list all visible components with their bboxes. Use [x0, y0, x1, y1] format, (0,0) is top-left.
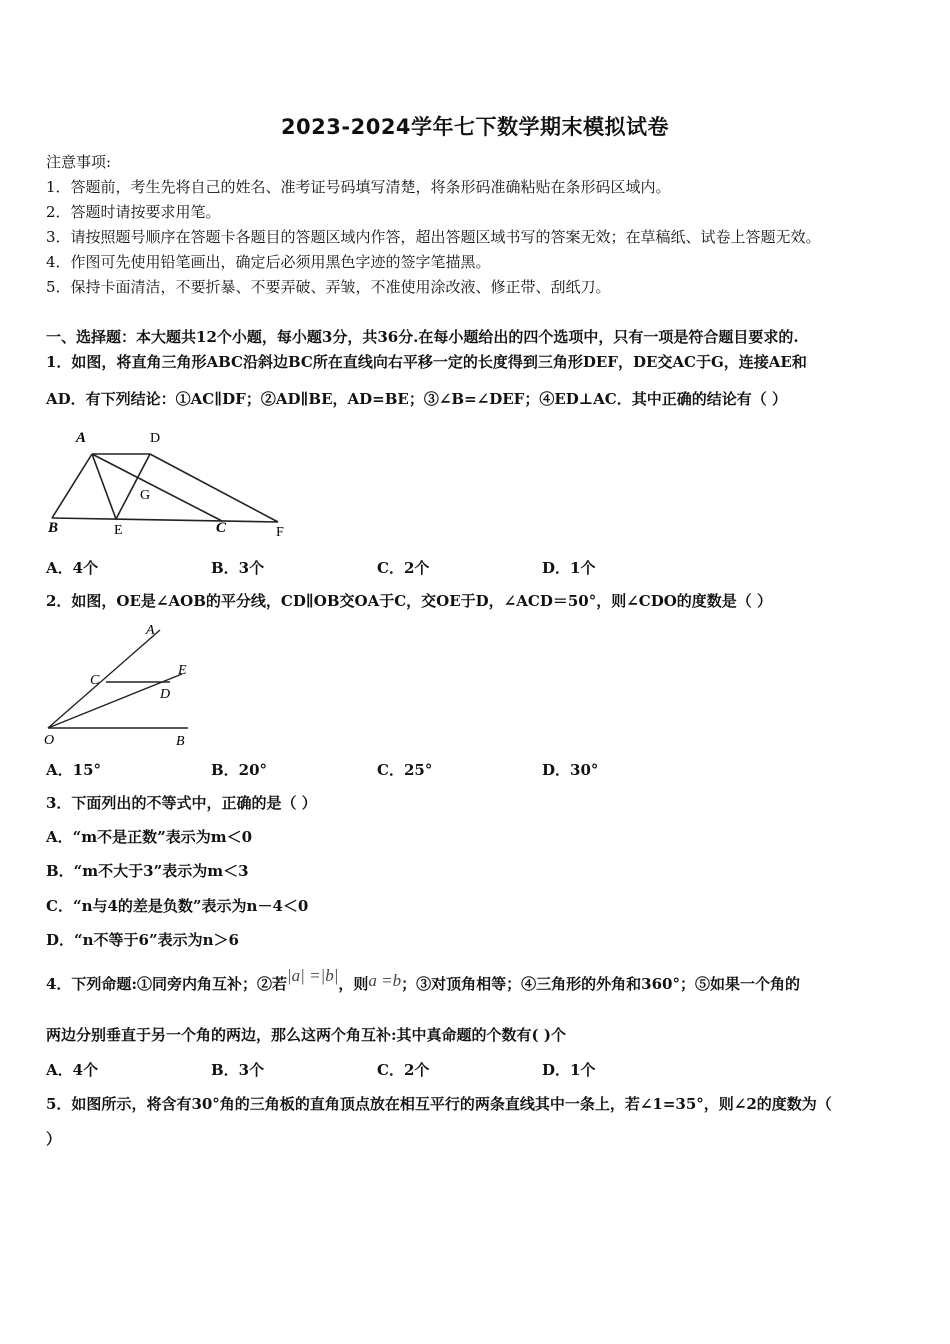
fig1-label-f: F [276, 525, 284, 540]
notice-item: 4．作图可先使用铅笔画出，确定后必须用黑色字迹的签字笔描黑。 [46, 253, 491, 271]
q1-option-d[interactable]: D．1个 [542, 559, 596, 577]
fig1-label-g: G [140, 488, 151, 503]
fig1-label-e: E [114, 523, 123, 538]
notice-item: 1．答题前，考生先将自己的姓名、准考证号码填写清楚，将条形码准确粘贴在条形码区域内。 [46, 178, 671, 196]
q1-stem-line2: AD．有下列结论：①AC∥DF；②AD∥BE，AD=BE；③∠B=∠DEF；④ED⊥AC．其中正确的结论有（ ） [46, 390, 787, 408]
q5-stem-line2: ） [46, 1130, 62, 1148]
q2-option-c[interactable]: C．25° [377, 761, 433, 779]
page-title: 2023-2024学年七下数学期末模拟试卷 [280, 115, 670, 139]
fig1-label-b: B [48, 520, 59, 536]
q4-stem-line2: 两边分别垂直于另一个角的两边，那么这两个角互补:其中真命题的个数有( )个 [46, 1026, 566, 1044]
fig2-label-o: O [44, 733, 55, 748]
fig2-label-d: D [160, 687, 171, 702]
q4-text: ；③对顶角相等；④三角形的外角和360°；⑤如果一个角的 [401, 975, 800, 993]
q4-text: ，则 [338, 975, 369, 993]
q2-stem: 2．如图，OE是∠AOB的平分线，CD∥OB交OA于C，交OE于D，∠ACD＝50°，则∠CDO的度数是（ ） [46, 592, 773, 610]
q4-stem-line1 [46, 966, 800, 999]
q3-stem: 3．下面列出的不等式中，正确的是（ ） [46, 794, 317, 812]
fig2-label-b: B [176, 734, 185, 749]
q2-option-d[interactable]: D．30° [542, 761, 599, 779]
section-heading: 一、选择题：本大题共12个小题，每小题3分，共36分.在每小题给出的四个选项中，只有一项是符合题目要求的. [46, 328, 799, 346]
q4-option-d[interactable]: D．1个 [542, 1061, 596, 1079]
q3-option-c[interactable]: C．“n与4的差是负数”表示为n－4＜0 [46, 897, 309, 915]
q4-option-a[interactable]: A．4个 [46, 1061, 99, 1079]
q1-figure [44, 424, 294, 544]
notice-item: 5．保持卡面清洁，不要折暴、不要弄破、弄皱，不准使用涂改液、修正带、刮纸刀。 [46, 278, 611, 296]
q3-option-b[interactable]: B．“m不大于3”表示为m＜3 [46, 862, 249, 880]
notice-heading: 注意事项: [46, 153, 112, 171]
fig1-label-a: A [76, 430, 87, 446]
q4-option-b[interactable]: B．3个 [211, 1061, 265, 1079]
q4-option-c[interactable]: C．2个 [377, 1061, 430, 1079]
fig2-label-c: C [90, 673, 100, 688]
fig2-label-e: E [178, 663, 187, 678]
q4-math-eq: a =b [368, 971, 402, 990]
fig2-label-a: A [146, 623, 155, 638]
q2-figure [42, 618, 202, 754]
q3-option-d[interactable]: D．“n不等于6”表示为n＞6 [46, 931, 239, 949]
q2-option-b[interactable]: B．20° [211, 761, 268, 779]
q1-stem-line1: 1．如图，将直角三角形ABC沿斜边BC所在直线向右平移一定的长度得到三角形DEF，DE交AC于G，连接AE和 [46, 353, 807, 371]
q4-math-abs: |a| =|b| [286, 966, 339, 985]
notice-item: 3．请按照题号顺序在答题卡各题目的答题区域内作答，超出答题区域书写的答案无效；在草稿纸、试卷上答题无效。 [46, 228, 821, 246]
fig1-label-d: D [150, 431, 161, 446]
q2-option-a[interactable]: A．15° [46, 761, 102, 779]
q1-option-b[interactable]: B．3个 [211, 559, 265, 577]
q1-option-c[interactable]: C．2个 [377, 559, 430, 577]
q5-stem-line1: 5．如图所示，将含有30°角的三角板的直角顶点放在相互平行的两条直线其中一条上，若∠1=35°，则∠2的度数为（ [46, 1095, 832, 1113]
q4-text: 4．下列命题:①同旁内角互补；②若 [46, 975, 287, 993]
notice-item: 2．答题时请按要求用笔。 [46, 203, 221, 221]
q3-option-a[interactable]: A．“m不是正数”表示为m＜0 [46, 828, 253, 846]
fig1-label-c: C [216, 520, 227, 536]
q1-option-a[interactable]: A．4个 [46, 559, 99, 577]
